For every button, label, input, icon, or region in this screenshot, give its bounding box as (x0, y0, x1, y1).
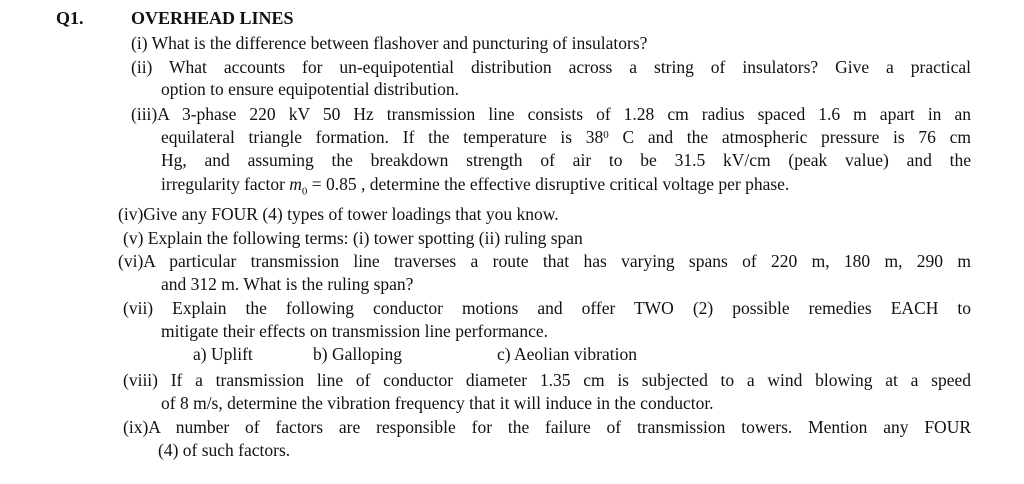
item-viii-line1: (viii) If a transmission line of conductor diameter 1.35 cm is subjected to a wind blowing at a speed (123, 370, 971, 390)
item-viii-line2: of 8 m/s, determine the vibration frequency that it will induce in the conductor. (161, 393, 714, 413)
item-vii-option-c: c) Aeolian vibration (497, 344, 637, 364)
symbol-m-subscript: 0 (301, 185, 308, 198)
question-number: Q1. (56, 8, 84, 28)
item-iii-line2-tail: C and the atmospheric pressure is 76 cm (608, 127, 971, 147)
item-iii-line2-text: equilateral triangle formation. If the temperature is 38 (161, 127, 604, 147)
item-vi-line2: and 312 m. What is the ruling span? (161, 274, 414, 294)
item-iii-line2 (161, 126, 971, 148)
item-iii-line4-text: irregularity factor (161, 174, 290, 194)
item-vii-option-b: b) Galloping (313, 344, 402, 364)
item-vii-line1: (vii) Explain the following conductor motions and offer TWO (2) possible remedies EACH to (123, 298, 971, 318)
degree-superscript: 0 (603, 129, 609, 141)
item-vii-line2: mitigate their effects on transmission line performance. (161, 321, 548, 341)
item-iii-line1: (iii)A 3-phase 220 kV 50 Hz transmission line consists of 1.28 cm radius spaced 1.6 m apart in an (131, 104, 971, 124)
item-iii-line3: Hg, and assuming the breakdown strength of air to be 31.5 kV/cm (peak value) and the (161, 150, 971, 170)
item-ii-line2: option to ensure equipotential distribution. (161, 79, 459, 99)
item-vii-option-a: a) Uplift (193, 344, 253, 364)
symbol-m: m (289, 174, 302, 194)
item-i: (i) What is the difference between flashover and puncturing of insulators? (131, 33, 648, 53)
item-vi-line1: (vi)A particular transmission line traverses a route that has varying spans of 220 m, 180 m, 290 m (118, 251, 971, 271)
item-v: (v) Explain the following terms: (i) tower spotting (ii) ruling span (123, 228, 583, 248)
item-iv: (iv)Give any FOUR (4) types of tower loadings that you know. (118, 204, 559, 224)
item-iii-line4-tail: = 0.85 , determine the effective disruptive critical voltage per phase. (307, 174, 790, 194)
section-title: OVERHEAD LINES (131, 8, 294, 28)
item-ii-line1: (ii) What accounts for un-equipotential distribution across a string of insulators? Give a practical (131, 57, 971, 77)
item-ix-line1: (ix)A number of factors are responsible for the failure of transmission towers. Mention any FOUR (123, 417, 971, 437)
item-iii-line4 (161, 173, 789, 203)
item-ix-line2: (4) of such factors. (158, 440, 291, 460)
